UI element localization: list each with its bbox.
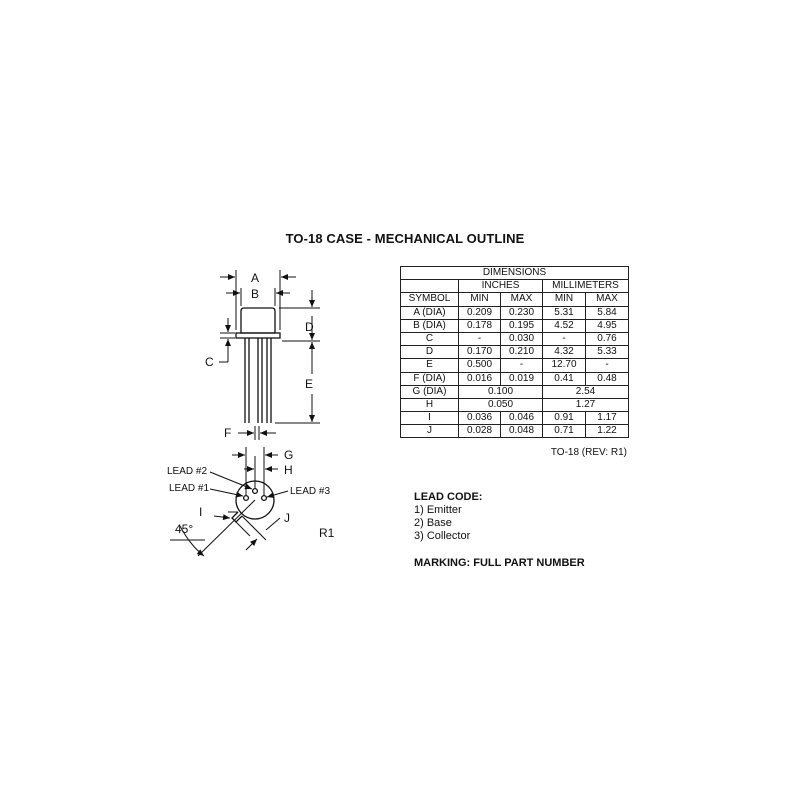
table-header: DIMENSIONS bbox=[401, 267, 629, 280]
cell-symbol: I bbox=[401, 412, 459, 425]
cell-value: 0.028 bbox=[459, 425, 501, 438]
cell-symbol: C bbox=[401, 332, 459, 345]
cell-value: 1.22 bbox=[586, 425, 629, 438]
cell-symbol: H bbox=[401, 398, 459, 411]
cell-value: 1.27 bbox=[543, 398, 629, 411]
table-corner bbox=[401, 280, 459, 293]
lead-code-item: 2) Base bbox=[414, 517, 452, 529]
table-row bbox=[401, 412, 629, 425]
cell-value: 0.019 bbox=[501, 372, 543, 385]
cell-value: 0.100 bbox=[459, 385, 543, 398]
cell-value: 5.33 bbox=[586, 346, 629, 359]
cell-value: 0.036 bbox=[459, 412, 501, 425]
cell-value: 0.178 bbox=[459, 319, 501, 332]
label-j: J bbox=[284, 511, 290, 525]
can-body bbox=[241, 308, 275, 333]
col-in-max: MAX bbox=[501, 293, 543, 306]
group-millimeters: MILLIMETERS bbox=[543, 280, 629, 293]
cell-value: 12.70 bbox=[543, 359, 586, 372]
transistor-side-view bbox=[236, 308, 280, 423]
cell-symbol: A (DIA) bbox=[401, 306, 459, 319]
cell-value: 0.046 bbox=[501, 412, 543, 425]
page-title: TO-18 CASE - MECHANICAL OUTLINE bbox=[285, 231, 525, 246]
table-row bbox=[401, 319, 629, 332]
cell-value: 0.048 bbox=[501, 425, 543, 438]
cell-value: 0.71 bbox=[543, 425, 586, 438]
cell-value: 0.210 bbox=[501, 346, 543, 359]
dimension-g-h bbox=[232, 447, 278, 495]
cell-value: 0.91 bbox=[543, 412, 586, 425]
label-c: C bbox=[205, 355, 214, 369]
lead-code-item: 3) Collector bbox=[414, 530, 471, 542]
cell-value: - bbox=[543, 332, 586, 345]
cell-value: 0.030 bbox=[501, 332, 543, 345]
col-in-min: MIN bbox=[459, 293, 501, 306]
table-row bbox=[401, 372, 629, 385]
lead-2-label: LEAD #2 bbox=[167, 466, 208, 477]
lead-1-label: LEAD #1 bbox=[169, 483, 210, 494]
cell-value: 0.209 bbox=[459, 306, 501, 319]
cell-symbol: F (DIA) bbox=[401, 372, 459, 385]
cell-value: - bbox=[501, 359, 543, 372]
lead-1-pin bbox=[244, 496, 249, 501]
can-flange bbox=[236, 333, 280, 338]
col-mm-min: MIN bbox=[543, 293, 586, 306]
table-row bbox=[401, 346, 629, 359]
revision-mark: R1 bbox=[319, 526, 335, 540]
cell-value: - bbox=[586, 359, 629, 372]
lead-2-pin bbox=[253, 489, 258, 494]
table-row bbox=[401, 425, 629, 438]
label-b: B bbox=[250, 287, 260, 301]
cell-value: 1.17 bbox=[586, 412, 629, 425]
table-row bbox=[401, 398, 629, 411]
cell-value: 4.95 bbox=[586, 319, 629, 332]
label-a: A bbox=[250, 271, 260, 285]
angle-label: 45° bbox=[175, 522, 194, 536]
group-inches: INCHES bbox=[459, 280, 543, 293]
cell-value: 0.195 bbox=[501, 319, 543, 332]
dimension-c bbox=[219, 318, 235, 362]
cell-value: 2.54 bbox=[543, 385, 629, 398]
cell-value: 0.170 bbox=[459, 346, 501, 359]
cell-value: 0.48 bbox=[586, 372, 629, 385]
lead-code-item: 1) Emitter bbox=[414, 504, 462, 516]
label-d: D bbox=[305, 320, 314, 334]
lead-3-pin bbox=[262, 496, 267, 501]
dimensions-table bbox=[400, 266, 629, 438]
marking-note: MARKING: FULL PART NUMBER bbox=[414, 557, 585, 569]
cell-value: 0.500 bbox=[459, 359, 501, 372]
cell-value: 5.31 bbox=[543, 306, 586, 319]
label-g: G bbox=[284, 448, 294, 462]
cell-symbol: D bbox=[401, 346, 459, 359]
label-i: I bbox=[199, 505, 203, 519]
cell-value: - bbox=[459, 332, 501, 345]
label-f: F bbox=[224, 426, 232, 440]
cell-value: 4.52 bbox=[543, 319, 586, 332]
lead-code-title: LEAD CODE: bbox=[414, 491, 483, 503]
table-row bbox=[401, 359, 629, 372]
cell-symbol: J bbox=[401, 425, 459, 438]
cell-value: 0.050 bbox=[459, 398, 543, 411]
table-row bbox=[401, 332, 629, 345]
cell-value: 0.41 bbox=[543, 372, 586, 385]
cell-symbol: G (DIA) bbox=[401, 385, 459, 398]
col-mm-max: MAX bbox=[586, 293, 629, 306]
cell-symbol: E bbox=[401, 359, 459, 372]
table-revision-note: TO-18 (REV: R1) bbox=[550, 447, 627, 458]
lead-callouts bbox=[210, 472, 288, 497]
cell-value: 0.76 bbox=[586, 332, 629, 345]
col-symbol: SYMBOL bbox=[401, 293, 459, 306]
cell-symbol: B (DIA) bbox=[401, 319, 459, 332]
label-h: H bbox=[284, 463, 293, 477]
cell-value: 4.32 bbox=[543, 346, 586, 359]
label-e: E bbox=[305, 377, 314, 391]
dimension-f bbox=[238, 426, 276, 440]
lead-3-label: LEAD #3 bbox=[290, 486, 331, 497]
cell-value: 0.230 bbox=[501, 306, 543, 319]
cell-value: 0.016 bbox=[459, 372, 501, 385]
lead-code-block bbox=[414, 491, 482, 543]
cell-value: 5.84 bbox=[586, 306, 629, 319]
table-row bbox=[401, 306, 629, 319]
table-row bbox=[401, 385, 629, 398]
dimension-d-e bbox=[275, 290, 320, 423]
